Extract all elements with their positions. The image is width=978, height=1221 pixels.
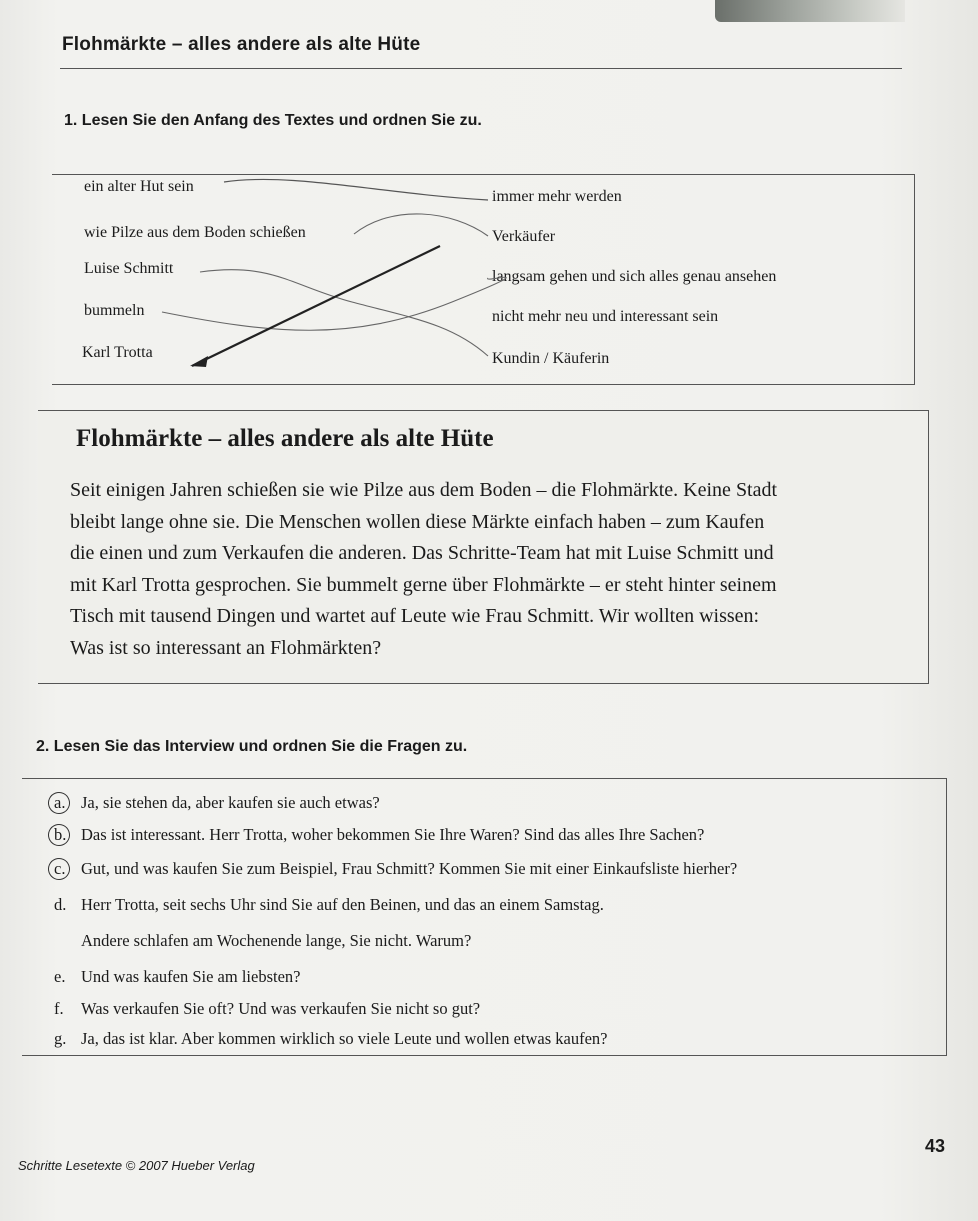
question-text: Und was kaufen Sie am liebsten? — [81, 967, 301, 986]
reading-title: Flohmärkte – alles andere als alte Hüte — [76, 425, 494, 452]
task1-instruction: 1. Lesen Sie den Anfang des Textes und ordnen Sie zu. — [64, 112, 482, 129]
reading-body — [70, 475, 920, 664]
corner-photo-fragment — [715, 0, 905, 22]
question-b — [54, 825, 704, 845]
match-line-pilze — [354, 214, 488, 236]
question-text: Das ist interessant. Herr Trotta, woher bekommen Sie Ihre Waren? Sind das alles Ihre Sachen? — [81, 825, 705, 844]
match-arrow-head — [190, 356, 208, 367]
left-item-4: bummeln — [84, 302, 145, 319]
hand-drawn-match-lines — [52, 174, 914, 384]
question-d-continued — [54, 931, 471, 951]
right-item-5: Kundin / Käuferin — [492, 350, 610, 367]
question-letter: f. — [54, 999, 64, 1018]
question-c — [54, 859, 737, 879]
question-text: Was verkaufen Sie oft? Und was verkaufen Sie nicht so gut? — [81, 999, 481, 1018]
right-item-4: nicht mehr neu und interessant sein — [492, 308, 719, 325]
task2-instruction: 2. Lesen Sie das Interview und ordnen Sie die Fragen zu. — [36, 738, 468, 755]
question-letter: d. — [54, 895, 67, 914]
footer-credit: Schritte Lesetexte © 2007 Hueber Verlag — [18, 1158, 255, 1173]
reading-line-3: die einen und zum Verkaufen die anderen. Das Schritte-Team hat mit Luise Schmitt und — [70, 542, 774, 564]
question-letter: b. — [54, 825, 81, 845]
matching-exercise-box — [52, 174, 915, 385]
question-a — [54, 793, 380, 813]
question-letter: g. — [54, 1029, 67, 1048]
left-item-3: Luise Schmitt — [84, 260, 174, 277]
right-item-1: immer mehr werden — [492, 188, 622, 205]
question-text: Gut, und was kaufen Sie zum Beispiel, Frau Schmitt? Kommen Sie mit einer Einkaufsliste hierher? — [81, 859, 738, 878]
right-item-3: langsam gehen und sich alles genau ansehen — [492, 268, 777, 285]
question-text: Ja, sie stehen da, aber kaufen sie auch etwas? — [81, 793, 380, 812]
reading-text-box — [38, 410, 929, 684]
reading-line-1: Seit einigen Jahren schießen sie wie Pilze aus dem Boden – die Flohmärkte. Keine Stadt — [70, 479, 778, 501]
question-f — [54, 999, 480, 1019]
question-text: Herr Trotta, seit sechs Uhr sind Sie auf den Beinen, und das an einem Samstag. — [81, 895, 604, 914]
reading-line-2: bleibt lange ohne sie. Die Menschen wollen diese Märkte einfach haben – zum Kaufen — [70, 510, 765, 533]
match-line-bummeln — [162, 277, 506, 330]
reading-line-4: mit Karl Trotta gesprochen. Sie bummelt gerne über Flohmärkte – er steht hinter seinem — [70, 573, 777, 596]
question-letter: a. — [54, 793, 81, 813]
left-item-1: ein alter Hut sein — [84, 178, 194, 195]
question-letter: c. — [54, 859, 81, 879]
question-e — [54, 967, 300, 987]
header-divider — [60, 68, 902, 69]
question-text: Andere schlafen am Wochenende lange, Sie nicht. Warum? — [81, 931, 472, 950]
question-g — [54, 1029, 608, 1049]
left-item-2: wie Pilze aus dem Boden schießen — [84, 224, 306, 241]
match-line-schmitt — [200, 270, 488, 356]
question-d — [54, 895, 604, 915]
question-text: Ja, das ist klar. Aber kommen wirklich so viele Leute und wollen etwas kaufen? — [81, 1029, 608, 1048]
page-number: 43 — [925, 1136, 946, 1156]
page-title: Flohmärkte – alles andere als alte Hüte — [62, 34, 421, 55]
match-line-hut — [224, 179, 488, 200]
left-item-5: Karl Trotta — [82, 344, 153, 361]
question-letter: e. — [54, 967, 66, 986]
reading-line-6: Was ist so interessant an Flohmärkten? — [70, 636, 382, 659]
right-item-2: Verkäufer — [492, 228, 556, 245]
match-line-trotta — [192, 246, 440, 366]
questions-box — [22, 778, 947, 1056]
reading-line-5: Tisch mit tausend Dingen und wartet auf Leute wie Frau Schmitt. Wir wollten wissen: — [70, 605, 760, 627]
